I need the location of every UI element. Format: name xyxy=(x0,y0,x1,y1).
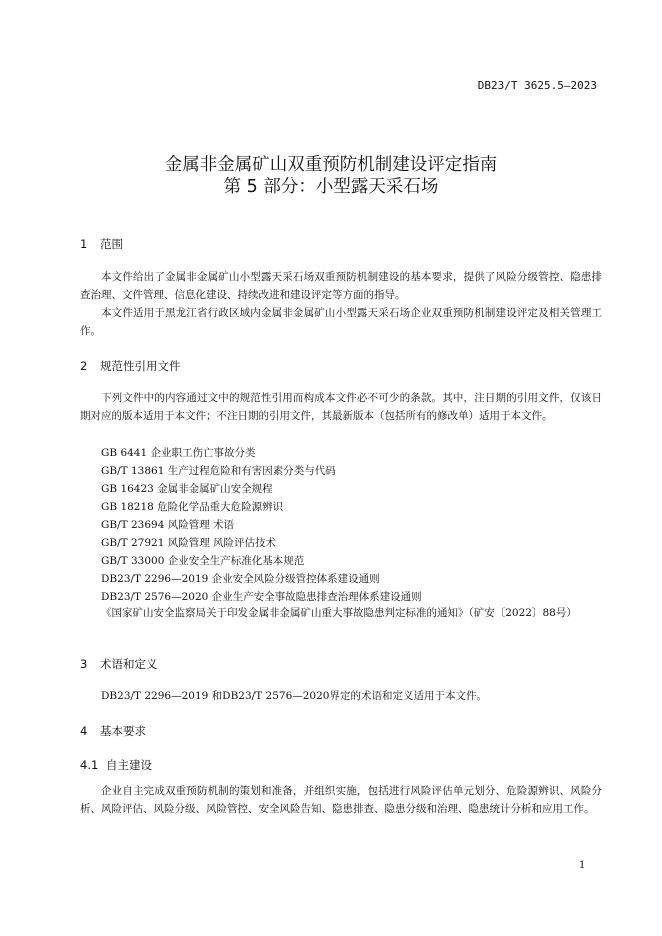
section-2-heading xyxy=(80,359,181,373)
page-number: 1 xyxy=(579,860,586,871)
terms-paragraph: DB23/T 2296—2019 和DB23/T 2576—2020界定的术语和定义适用于本文件。 xyxy=(101,690,487,702)
document-code: DB23/T 3625.5—2023 xyxy=(477,79,597,92)
subsection-number: 4.1 xyxy=(80,758,99,772)
reference-item: GB/T 33000 企业安全生产标准化基本规范 xyxy=(101,555,305,567)
reference-item: GB/T 23694 风险管理 术语 xyxy=(101,519,235,531)
document-subtitle: 第 5 部分：小型露天采石场 xyxy=(223,177,439,197)
section-number: 1 xyxy=(80,237,88,251)
subsection-title: 自主建设 xyxy=(106,758,152,772)
section-title: 范围 xyxy=(100,237,123,251)
reference-notice: 《国家矿山安全监察局关于印发金属非金属矿山重大事故隐患判定标准的通知》（矿安〔2022〕88号） xyxy=(101,607,577,619)
section-3-heading xyxy=(80,657,158,671)
self-construction-paragraph: 企业自主完成双重预防机制的策划和准备，并组织实施，包括进行风险评估单元划分、危险源辨识、风险分析、风险评估、风险分级、风险管控、安全风险告知、隐患排查、隐患分级和治理、隐患统计分析和应用工作。 xyxy=(80,785,602,816)
section-title: 术语和定义 xyxy=(100,657,158,671)
reference-item: GB 6441 企业职工伤亡事故分类 xyxy=(101,447,256,459)
subsection-4-1-heading xyxy=(80,758,152,772)
scope-paragraph-2: 本文件适用于黑龙江省行政区域内金属非金属矿山小型露天采石场企业双重预防机制建设评定及相关管理工作。 xyxy=(80,307,602,338)
reference-item: GB 16423 金属非金属矿山安全规程 xyxy=(101,483,273,495)
section-1-heading xyxy=(80,237,123,251)
reference-item: GB 18218 危险化学品重大危险源辨识 xyxy=(101,501,284,513)
references-intro: 下列文件中的内容通过文中的规范性引用而构成本文件必不可少的条款。其中，注日期的引用文件，仅该日期对应的版本适用于本文件；不注日期的引用文件，其最新版本（包括所有的修改单）适用于本文件。 xyxy=(80,392,602,423)
reference-item: DB23/T 2296—2019 企业安全风险分级管控体系建设通则 xyxy=(101,573,380,585)
section-number: 3 xyxy=(80,657,88,671)
section-number: 4 xyxy=(80,724,88,738)
section-number: 2 xyxy=(80,359,88,373)
scope-paragraph-1: 本文件给出了金属非金属矿山小型露天采石场双重预防机制建设的基本要求，提供了风险分级管控、隐患排查治理、文件管理、信息化建设、持续改进和建设评定等方面的指导。 xyxy=(80,271,602,302)
reference-item: GB/T 27921 风险管理 风险评估技术 xyxy=(101,537,277,549)
section-4-heading xyxy=(80,724,146,738)
document-title: 金属非金属矿山双重预防机制建设评定指南 xyxy=(164,155,498,175)
section-title: 规范性引用文件 xyxy=(100,359,181,373)
reference-item: GB/T 13861 生产过程危险和有害因素分类与代码 xyxy=(101,465,336,477)
reference-item: DB23/T 2576—2020 企业生产安全事故隐患排查治理体系建设通则 xyxy=(101,591,422,603)
section-title: 基本要求 xyxy=(100,724,146,738)
